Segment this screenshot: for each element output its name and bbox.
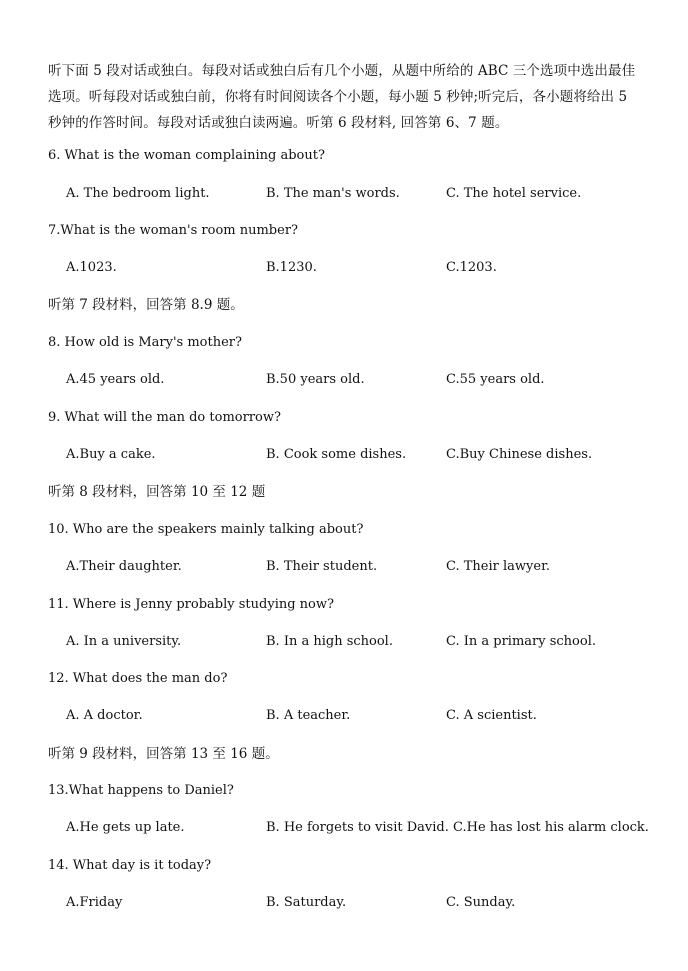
question-10-option-b: B. Their student. [266, 559, 378, 574]
question-14: 14. What day is it today? [48, 858, 212, 873]
question-12-option-c: C. A scientist. [446, 708, 537, 723]
question-9-option-b: B. Cook some dishes. [266, 447, 407, 462]
question-10-option-c: C. Their lawyer. [446, 559, 550, 574]
question-9-option-a: A.Buy a cake. [66, 447, 156, 462]
question-14-option-a: A.Friday [66, 895, 123, 910]
question-11-option-b: B. In a high school. [266, 634, 393, 649]
question-12-option-b: B. A teacher. [266, 708, 351, 723]
question-11-option-a: A. In a university. [66, 634, 182, 649]
section-7-heading: 听第 7 段材料，回答第 8.9 题。 [48, 297, 244, 313]
listening-instructions [48, 58, 648, 136]
question-7: 7.What is the woman's room number? [48, 223, 299, 238]
question-14-option-c: C. Sunday. [446, 895, 516, 910]
question-8-option-a: A.45 years old. [66, 372, 165, 387]
question-13-option-a: A.He gets up late. [66, 820, 185, 835]
section-8-heading: 听第 8 段材料，回答第 10 至 12 题 [48, 484, 266, 500]
question-13-option-b: B. He forgets to visit David. [266, 820, 449, 835]
question-11-option-c: C. In a primary school. [446, 634, 597, 649]
question-10: 10. Who are the speakers mainly talking about? [48, 522, 364, 537]
question-6-option-b: B. The man's words. [266, 186, 400, 201]
question-8-option-b: B.50 years old. [266, 372, 365, 387]
question-9-option-c: C.Buy Chinese dishes. [446, 447, 593, 462]
question-13-option-c: C.He has lost his alarm clock. [453, 820, 649, 835]
question-9: 9. What will the man do tomorrow? [48, 410, 281, 425]
question-8: 8. How old is Mary's mother? [48, 335, 242, 350]
question-7-option-b: B.1230. [266, 260, 317, 275]
question-6-option-a: A. The bedroom light. [66, 186, 210, 201]
question-11: 11. Where is Jenny probably studying now? [48, 597, 334, 612]
question-6-option-c: C. The hotel service. [446, 186, 582, 201]
question-13: 13.What happens to Daniel? [48, 783, 234, 798]
instructions-line-1: 听下面 5 段对话或独白。每段对话或独白后有几个小题，从题中所给的 ABC 三个选项中选出最佳 [48, 63, 636, 79]
question-6: 6. What is the woman complaining about? [48, 148, 325, 163]
question-12: 12. What does the man do? [48, 671, 228, 686]
section-9-heading: 听第 9 段材料，回答第 13 至 16 题。 [48, 746, 279, 762]
question-8-option-c: C.55 years old. [446, 372, 545, 387]
question-12-option-a: A. A doctor. [66, 708, 143, 723]
question-7-option-c: C.1203. [446, 260, 497, 275]
question-14-option-b: B. Saturday. [266, 895, 347, 910]
question-7-option-a: A.1023. [66, 260, 117, 275]
instructions-line-3: 秒钟的作答时间。每段对话或独白读两遍。听第 6 段材料, 回答第 6、7 题。 [48, 115, 509, 131]
instructions-line-2: 选项。听每段对话或独白前，你将有时间阅读各个小题，每小题 5 秒钟;听完后，各小题将给出 5 [48, 89, 628, 105]
question-10-option-a: A.Their daughter. [66, 559, 182, 574]
